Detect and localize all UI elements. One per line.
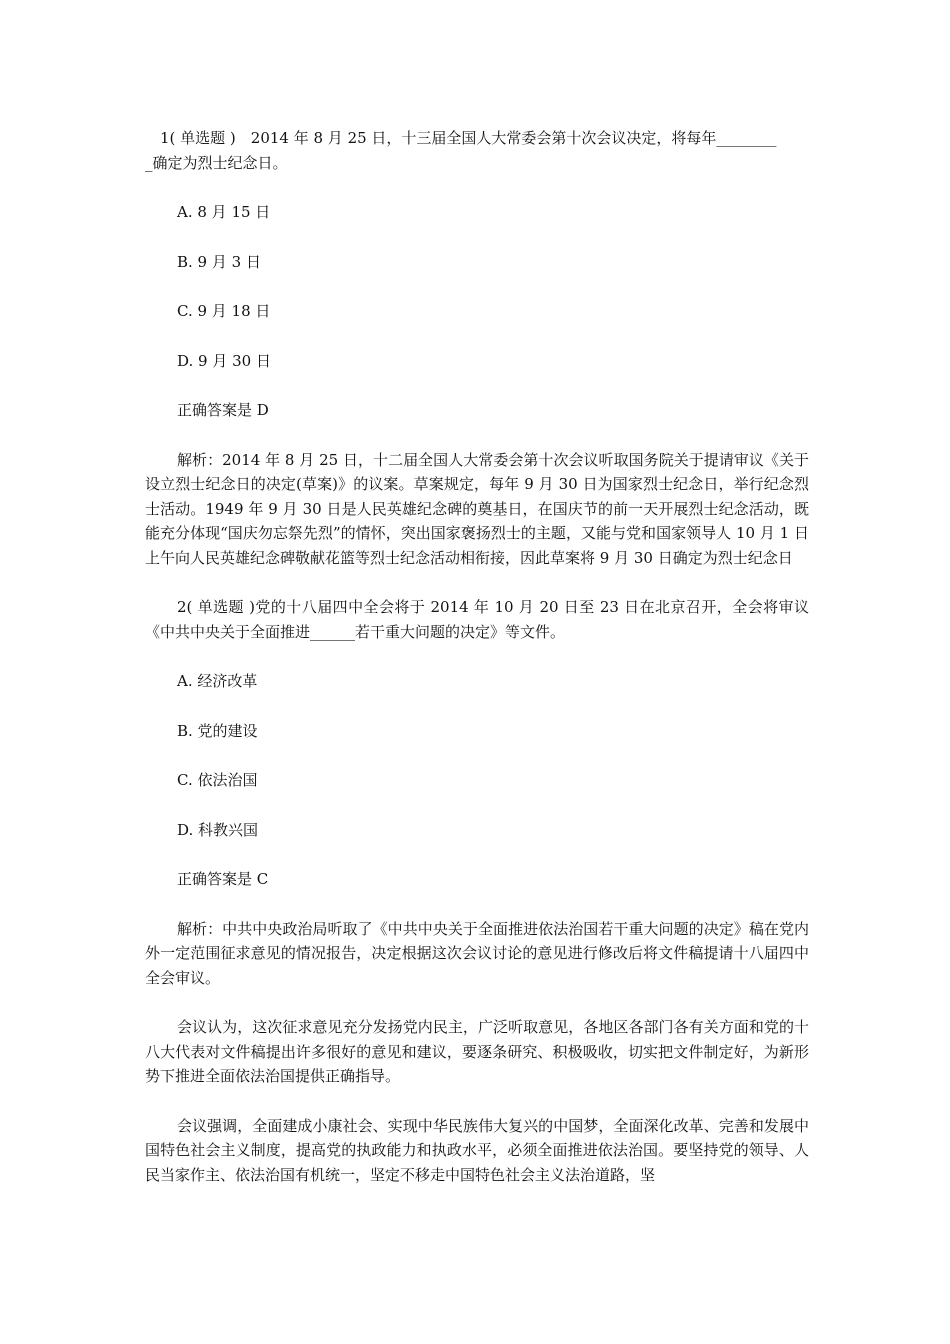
question-1-option-b: B. 9 月 3 日 bbox=[177, 252, 261, 271]
question-2-stem: 2( 单选题 )党的十八届四中全会将于 2014 年 10 月 20 日至 23 日在北京召开，全会将审议《中共中央关于全面推进______若干重大问题的决定》等文件。 bbox=[145, 598, 809, 641]
question-1-option-a: A. 8 月 15 日 bbox=[177, 203, 271, 221]
question-1 bbox=[145, 126, 809, 175]
question-2-answer: 正确答案是 C bbox=[177, 870, 269, 888]
question-1-stem-line-2: _确定为烈士纪念日。 bbox=[145, 153, 288, 172]
question-2-option-a: A. 经济改革 bbox=[177, 672, 258, 690]
question-1-stem-line-1: 1( 单选题 ) 2014 年 8 月 25 日，十三届全国人大常委会第十次会议决定，将每年________ bbox=[160, 129, 777, 147]
question-2-option-b: B. 党的建设 bbox=[177, 721, 258, 740]
question-2-paragraph-2: 会议认为，这次征求意见充分发扬党内民主，广泛听取意见，各地区各部门各有关方面和党的十八大代表对文件稿提出许多很好的意见和建议，要逐条研究、积极吸收，切实把文件制定好，为新形势下推进全面依法治国提供正确指导。 bbox=[145, 1018, 809, 1085]
question-2-option-c: C. 依法治国 bbox=[177, 771, 258, 789]
question-2-paragraph-3: 会议强调，全面建成小康社会、实现中华民族伟大复兴的中国梦，全面深化改革、完善和发展中国特色社会主义制度，提高党的执政能力和执政水平，必须全面推进依法治国。要坚持党的领导、人民当家作主、依法治国有机统一，坚定不移走中国特色社会主义法治道路，坚 bbox=[145, 1116, 809, 1184]
question-2-analysis: 解析：中共中央政治局听取了《中共中央关于全面推进依法治国若干重大问题的决定》稿在党内外一定范围征求意见的情况报告，决定根据这次会议讨论的意见进行修改后将文件稿提请十八届四中全会审议。 bbox=[145, 919, 809, 987]
question-1-option-d: D. 9 月 30 日 bbox=[177, 351, 271, 370]
question-1-option-c: C. 9 月 18 日 bbox=[177, 302, 271, 320]
question-2-option-d: D. 科教兴国 bbox=[177, 820, 259, 839]
document-page bbox=[145, 126, 809, 1212]
question-1-answer: 正确答案是 D bbox=[177, 401, 269, 419]
question-1-analysis: 解析：2014 年 8 月 25 日，十二届全国人大常委会第十次会议听取国务院关于提请审议《关于设立烈士纪念日的决定(草案)》的议案。草案规定，每年 9 月 30 日为国家烈士纪念日，举行纪念烈士活动。1949 年 9 月 30 日是人民英雄纪念碑的奠基日，在国庆节的前一天开展烈士纪念活动，既能充分体现“国庆勿忘祭先烈”的情怀，突出国家褒扬烈士的主题，又能与党和国家领导人 10 月 1 日上午向人民英雄纪念碑敬献花篮等烈士纪念活动相衔接，因此草案将 9 月 30 日确定为烈士纪念日 bbox=[145, 450, 809, 567]
